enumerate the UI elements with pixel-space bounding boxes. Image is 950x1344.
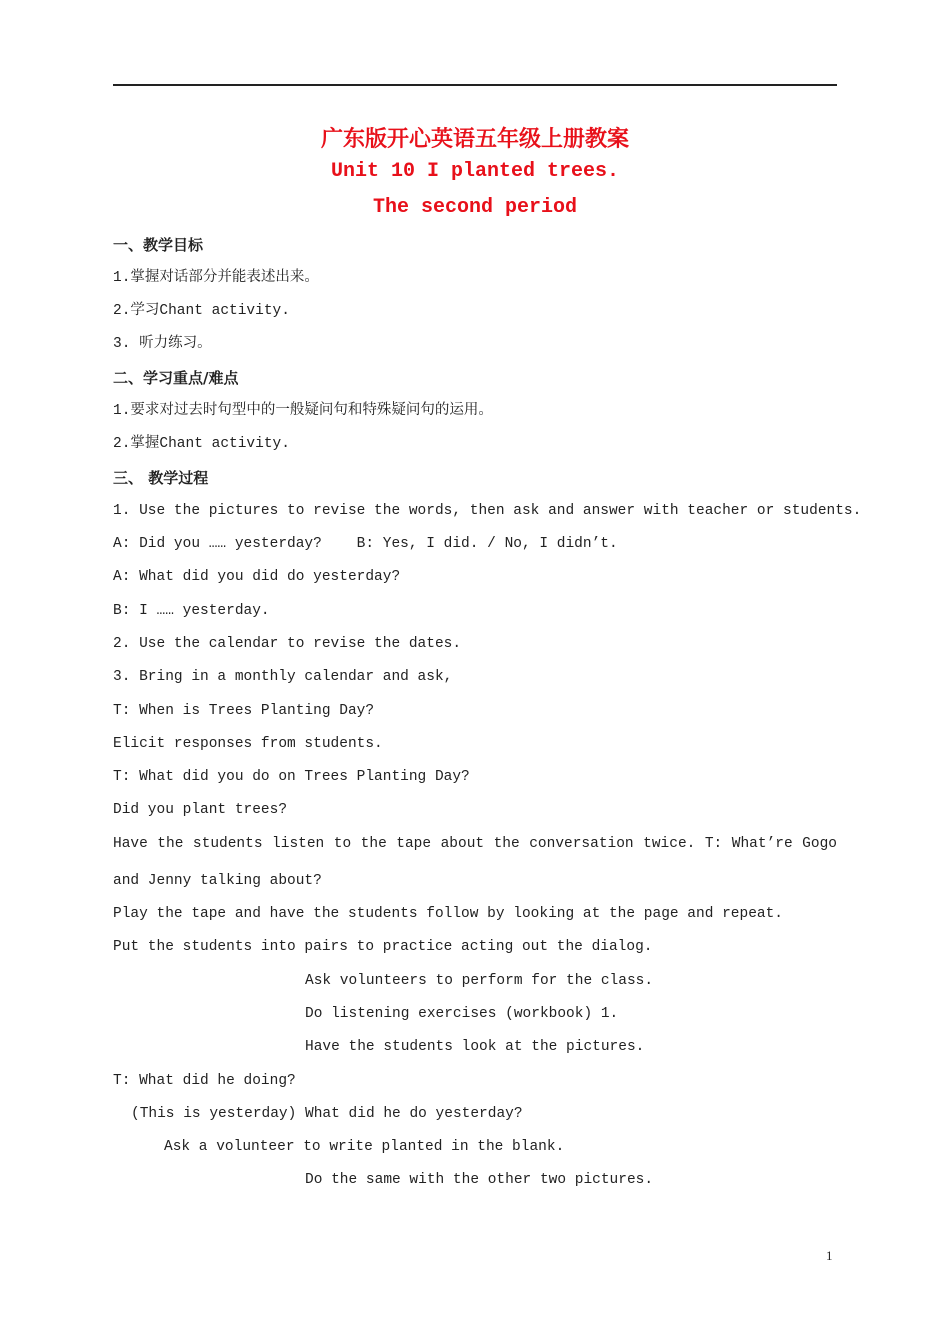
body-line: B: I …… yesterday. [113, 603, 270, 619]
body-line: 2.学习Chant activity. [113, 303, 290, 319]
body-line: T: When is Trees Planting Day? [113, 703, 375, 719]
body-line: Play the tape and have the students follow by looking at the page and repeat. [113, 906, 784, 922]
body-line: Put the students into pairs to practice acting out the dialog. [113, 939, 653, 955]
document-title: 广东版开心英语五年级上册教案 [320, 126, 629, 152]
header-rule [113, 84, 837, 86]
page-number: 1 [826, 1248, 833, 1263]
body-line: A: Did you …… yesterday? B: Yes, I did. / No, I didn’t. [113, 536, 618, 552]
body-line: 3. 听力练习。 [113, 336, 212, 352]
body-line: Did you plant trees? [113, 802, 288, 818]
body-line-indented: Ask a volunteer to write planted in the blank. [164, 1139, 565, 1155]
body-line: 1. Use the pictures to revise the words, then ask and answer with teacher or students. [113, 503, 862, 519]
body-line: Elicit responses from students. [113, 736, 383, 752]
body-line: 2. Use the calendar to revise the dates. [113, 636, 462, 652]
body-line-indented: (This is yesterday) What did he do yesterday? [131, 1106, 523, 1122]
body-line: 2.掌握Chant activity. [113, 436, 290, 452]
period-subtitle: The second period [372, 196, 578, 219]
body-line: 1.掌握对话部分并能表述出来。 [113, 270, 319, 286]
body-line-indented: Do the same with the other two pictures. [305, 1172, 654, 1188]
body-line: and Jenny talking about? [113, 873, 322, 889]
body-line: A: What did you did do yesterday? [113, 569, 401, 585]
body-line: T: What did he doing? [113, 1073, 296, 1089]
body-line: T: What did you do on Trees Planting Day? [113, 769, 470, 785]
body-line-indented: Have the students look at the pictures. [305, 1039, 645, 1055]
section-heading-objectives: 一、教学目标 [113, 236, 204, 254]
body-line-indented: Do listening exercises (workbook) 1. [305, 1006, 619, 1022]
section-heading-process: 三、 教学过程 [113, 469, 209, 487]
body-line: 1.要求对过去时句型中的一般疑问句和特殊疑问句的运用。 [113, 403, 493, 419]
body-line: Have the students listen to the tape about the conversation twice. T: What’re Gogo [113, 836, 837, 852]
section-heading-key-points: 二、学习重点/难点 [113, 369, 239, 387]
unit-subtitle: Unit 10 I planted trees. [330, 160, 620, 183]
body-line-indented: Ask volunteers to perform for the class. [305, 973, 654, 989]
body-line: 3. Bring in a monthly calendar and ask, [113, 669, 453, 685]
